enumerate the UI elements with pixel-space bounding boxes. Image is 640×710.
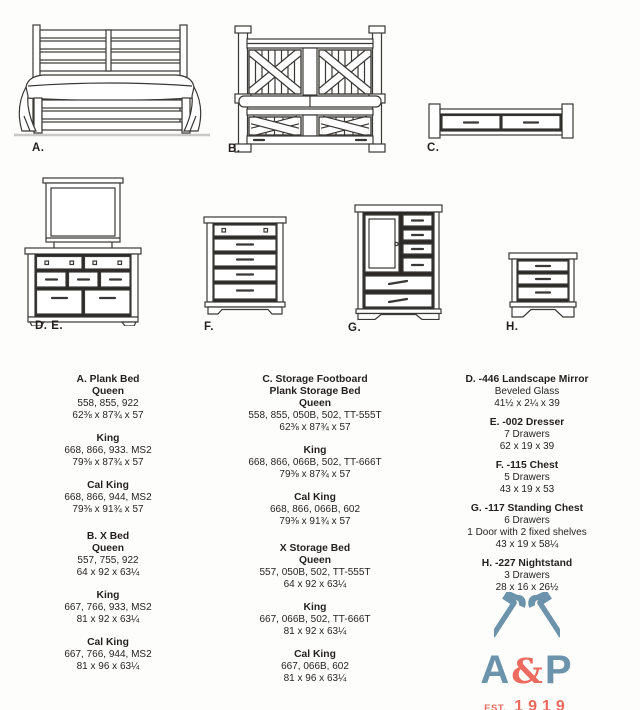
spec-line: 3 Drawers	[504, 570, 550, 581]
spec-line: 81 x 96 x 63¼	[76, 661, 140, 672]
spec-line: 5 Drawers	[504, 472, 550, 483]
spec-line: 557, 050B, 502, TT-555T	[259, 567, 371, 578]
spec-item	[432, 503, 622, 551]
spec-group	[18, 374, 198, 516]
plank-bed-drawing	[14, 12, 210, 142]
spec-item-title: F. -115 Chest	[495, 460, 559, 471]
spec-item-title: G. -117 Standing Chest	[470, 503, 584, 514]
spec-group-title: X Storage Bed	[279, 543, 351, 554]
drawing-label-g: G.	[348, 322, 362, 334]
spec-line: 79⅜ x 91¾ x 57	[72, 504, 144, 515]
spec-variant-name: King	[96, 590, 120, 601]
drawing-label-b: B.	[228, 143, 241, 155]
spec-column-casegoods	[432, 374, 622, 601]
spec-variant-name: Queen	[298, 555, 332, 566]
spec-item	[432, 374, 622, 410]
spec-line: 668, 866, 944, MS2	[64, 492, 152, 503]
spec-group-title: C. Storage Footboard	[262, 374, 368, 385]
spec-line: 668, 866, 933. MS2	[64, 445, 152, 456]
est-label: EST.	[484, 703, 506, 710]
drawing-label-c: C.	[427, 142, 440, 154]
drawing-label-de: D. E.	[35, 320, 64, 332]
spec-item-title: H. -227 Nightstand	[481, 558, 573, 569]
spec-line: 64 x 92 x 63¼	[283, 579, 347, 590]
established-line	[432, 698, 622, 710]
spec-line: 81 x 96 x 63¼	[283, 673, 347, 684]
crossed-hammers-icon	[494, 592, 560, 646]
drawing-label-f: F.	[204, 321, 214, 333]
spec-variant-name: Cal King	[294, 492, 336, 503]
spec-line: 62 x 19 x 39	[499, 441, 555, 452]
spec-variant-name: Queen	[91, 386, 125, 397]
spec-variant-name: Cal King	[87, 637, 129, 648]
spec-line: 7 Drawers	[504, 429, 550, 440]
spec-line: 43 x 19 x 53	[499, 484, 555, 495]
brand-letter-p: P	[544, 648, 574, 692]
spec-variant-name: King	[96, 433, 120, 444]
spec-line: 558, 855, 922	[77, 398, 139, 409]
dresser-mirror-drawing	[22, 176, 144, 326]
spec-line: 667, 766, 944, MS2	[64, 649, 152, 660]
spec-variant-name: Queen	[91, 543, 125, 554]
spec-variant-name: King	[303, 445, 327, 456]
brand-letter-a: A	[480, 648, 512, 692]
spec-line: 1 Door with 2 fixed shelves	[467, 527, 587, 538]
spec-line: 62⅜ x 87¾ x 57	[72, 410, 144, 421]
spec-item-title: D. -446 Landscape Mirror	[465, 374, 589, 385]
spec-variant-name: King	[303, 602, 327, 613]
spec-item-title: E. -002 Dresser	[489, 417, 565, 428]
spec-variant-name: Cal King	[87, 480, 129, 491]
spec-line: 81 x 92 x 63¼	[76, 614, 140, 625]
spec-line: 667, 066B, 502, TT-666T	[259, 614, 371, 625]
spec-line: 28 x 16 x 26½	[495, 582, 559, 593]
spec-line: 79⅜ x 87¾ x 57	[72, 457, 144, 468]
spec-line: 668, 866, 066B, 602	[269, 504, 361, 515]
spec-group-title: B. X Bed	[86, 531, 130, 542]
chest-drawing	[202, 214, 288, 316]
spec-variant-name: Queen	[298, 398, 332, 409]
spec-line: 667, 766, 933, MS2	[64, 602, 152, 613]
spec-line: 667, 066B, 602	[281, 661, 349, 672]
spec-variant-name: Cal King	[294, 649, 336, 660]
spec-line: 43 x 19 x 58¼	[495, 539, 559, 550]
standing-chest-drawing	[353, 201, 444, 320]
drawing-label-h: H.	[506, 321, 519, 333]
brand-ampersand: &	[511, 651, 545, 692]
spec-group	[18, 531, 198, 673]
spec-line: 558, 855, 050B, 502, TT-555T	[248, 410, 382, 421]
spec-line: 64 x 92 x 63¼	[76, 567, 140, 578]
spec-group-title: Plank Storage Bed	[269, 386, 361, 397]
spec-line: 668, 866, 066B, 502, TT-666T	[248, 457, 382, 468]
spec-line: Beveled Glass	[494, 386, 560, 397]
spec-line: 79⅜ x 91¾ x 57	[279, 516, 351, 527]
spec-line: 6 Drawers	[504, 515, 550, 526]
x-bed-drawing	[233, 12, 387, 154]
brand-wordmark	[432, 650, 622, 690]
spec-line: 557, 755, 922	[77, 555, 139, 566]
spec-line: 41½ x 2¼ x 39	[494, 398, 560, 409]
storage-footboard-drawing	[427, 101, 575, 141]
nightstand-drawing	[507, 251, 579, 319]
drawing-label-a: A.	[32, 142, 45, 154]
spec-line: 62⅜ x 87¾ x 57	[279, 422, 351, 433]
spec-line: 79⅜ x 87¾ x 57	[279, 469, 351, 480]
spec-group-title: A. Plank Bed	[76, 374, 140, 385]
spec-line: 81 x 92 x 63¼	[283, 626, 347, 637]
spec-item	[432, 460, 622, 496]
est-year: 1919	[514, 698, 570, 710]
spec-group	[220, 543, 410, 685]
brand-logo	[432, 592, 622, 710]
spec-item	[432, 417, 622, 453]
spec-item	[432, 558, 622, 594]
spec-column-beds	[18, 374, 198, 673]
spec-column-storage-beds	[220, 374, 410, 685]
spec-group	[220, 374, 410, 528]
